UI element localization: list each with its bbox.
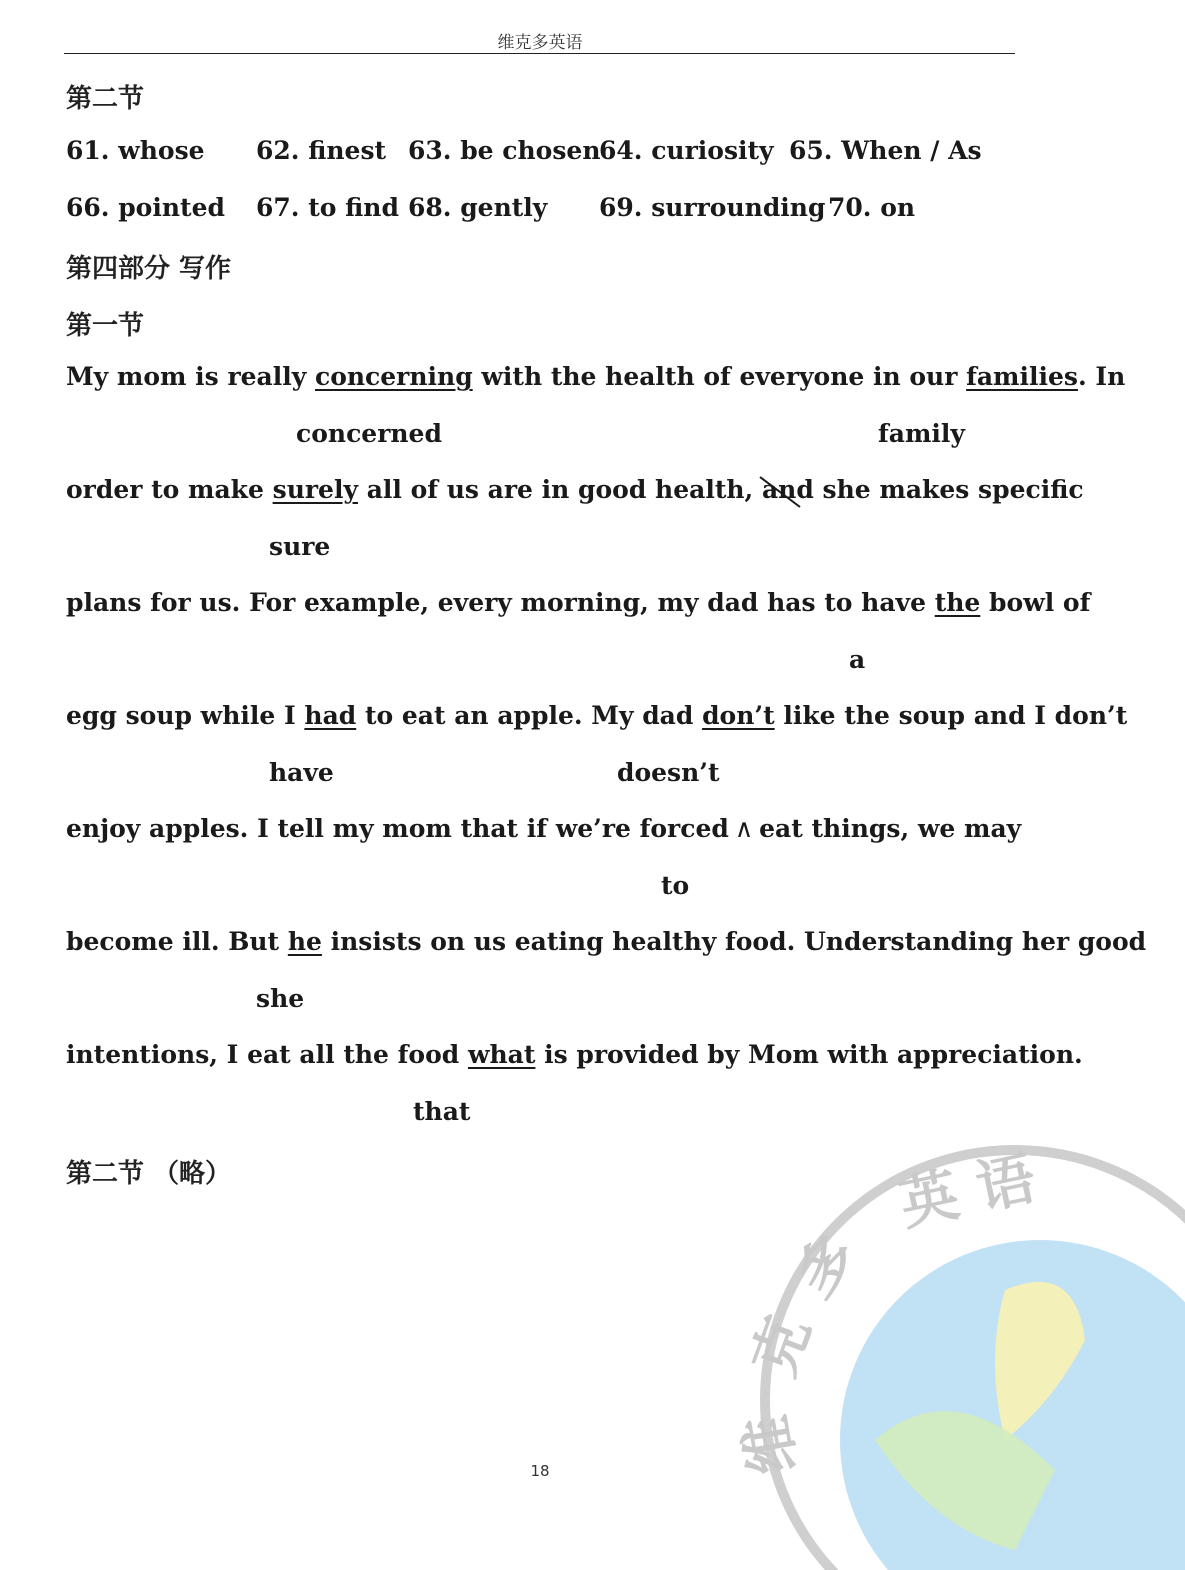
svg-text:维: 维 (731, 1410, 809, 1480)
correction: she (256, 984, 305, 1013)
page-number: 18 (530, 1462, 550, 1480)
correction: that (413, 1097, 471, 1126)
answer-70: 70. on (828, 193, 916, 222)
essay-line-1: My mom is really concerning with the health of everyone in our families. In (66, 362, 1126, 391)
error-word: concerning (314, 362, 473, 391)
answer-61: 61. whose (66, 136, 205, 165)
svg-text:克: 克 (739, 1307, 823, 1385)
page-header: 维克多英语 (497, 33, 583, 53)
correction: to (661, 871, 690, 900)
essay-line-6: become ill. But he insists on us eating healthy food. Understanding her good (66, 927, 1147, 956)
part4-heading: 第四部分 写作 (66, 254, 232, 284)
answer-66: 66. pointed (66, 193, 225, 222)
section-heading-2: 第二节 (66, 84, 145, 114)
correction: concerned (296, 419, 442, 448)
error-word: families (966, 362, 1078, 391)
essay-line-4: egg soup while I had to eat an apple. My dad don’t like the soup and I don’t (66, 701, 1128, 730)
section-heading-4-2: 第二节 （略） (66, 1159, 232, 1189)
correction: sure (269, 532, 331, 561)
answer-64: 64. curiosity (599, 136, 774, 165)
error-word: he (287, 927, 322, 956)
answer-68: 68. gently (408, 193, 548, 222)
answer-65: 65. When / As (789, 136, 982, 165)
essay-line-2: order to make surely all of us are in good health, and she makes specific (66, 475, 1016, 504)
answer-63: 63. be chosen (408, 136, 601, 165)
error-word: what (467, 1040, 536, 1069)
watermark-logo (731, 1140, 1185, 1570)
essay-line-7: intentions, I eat all the food what is provided by Mom with appreciation. (66, 1040, 1083, 1069)
error-word: surely (272, 475, 358, 504)
correction: doesn’t (617, 758, 720, 787)
answer-67: 67. to find (256, 193, 399, 222)
correction: have (269, 758, 334, 787)
error-word: had (304, 701, 357, 730)
error-word: the (934, 588, 981, 617)
header-rule (64, 53, 1015, 54)
essay-line-5: enjoy apples. I tell my mom that if we’re forced ∧ eat things, we may (66, 814, 1022, 843)
correction: family (878, 419, 965, 448)
essay-line-3: plans for us. For example, every morning, my dad has to have the bowl of (66, 588, 1091, 617)
svg-text:多: 多 (781, 1220, 871, 1310)
deletion-mark: and (762, 475, 814, 504)
answer-62: 62. finest (256, 136, 387, 165)
error-word: don’t (702, 701, 775, 730)
strike-icon (760, 475, 804, 513)
svg-text:英 语: 英 语 (893, 1143, 1042, 1239)
correction: a (849, 645, 866, 674)
answer-69: 69. surrounding (599, 193, 826, 222)
insertion-caret-icon: ∧ (734, 814, 754, 843)
section-heading-1: 第一节 (66, 311, 145, 341)
